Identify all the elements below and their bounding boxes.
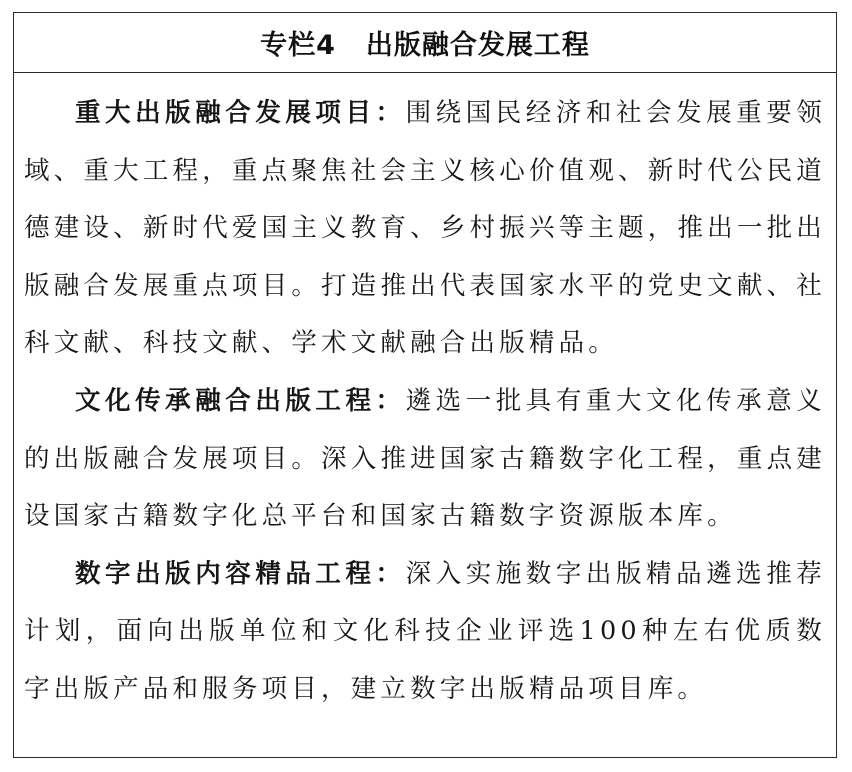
paragraph-text: 遴选一批具有重大文化传承意义的出版融合发展项目。深入推进国家古籍数字化工程，重点建设国家古籍数字化总平台和国家古籍数字资源版本库。 — [24, 385, 826, 532]
column-label: 专栏4 — [260, 30, 336, 61]
paragraph-major-projects — [24, 85, 826, 373]
paragraph-digital-content — [24, 546, 826, 719]
paragraph-text: 深入实施数字出版精品遴选推荐计划，面向出版单位和文化科技企业评选100种左右优质数字出版产品和服务项目，建立数字出版精品项目库。 — [24, 558, 826, 704]
box-title: 出版融合发展工程 — [365, 30, 590, 61]
paragraph-heading: 文化传承融合出版工程： — [75, 385, 406, 416]
paragraph-text: 围绕国民经济和社会发展重要领域、重大工程，重点聚焦社会主义核心价值观、新时代公民道德建设、新时代爱国主义教育、乡村振兴等主题，推出一批出版融合发展重点项目。打造推出代表国家水平的党史文献、社科文献、科技文献、学术文献融合出版精品。 — [24, 98, 826, 359]
paragraph-cultural-heritage — [24, 373, 826, 546]
paragraph-heading: 重大出版融合发展项目： — [75, 98, 406, 128]
column-box — [13, 12, 837, 758]
paragraph-heading: 数字出版内容精品工程： — [75, 558, 406, 589]
box-header — [14, 13, 836, 73]
box-content — [14, 73, 836, 719]
